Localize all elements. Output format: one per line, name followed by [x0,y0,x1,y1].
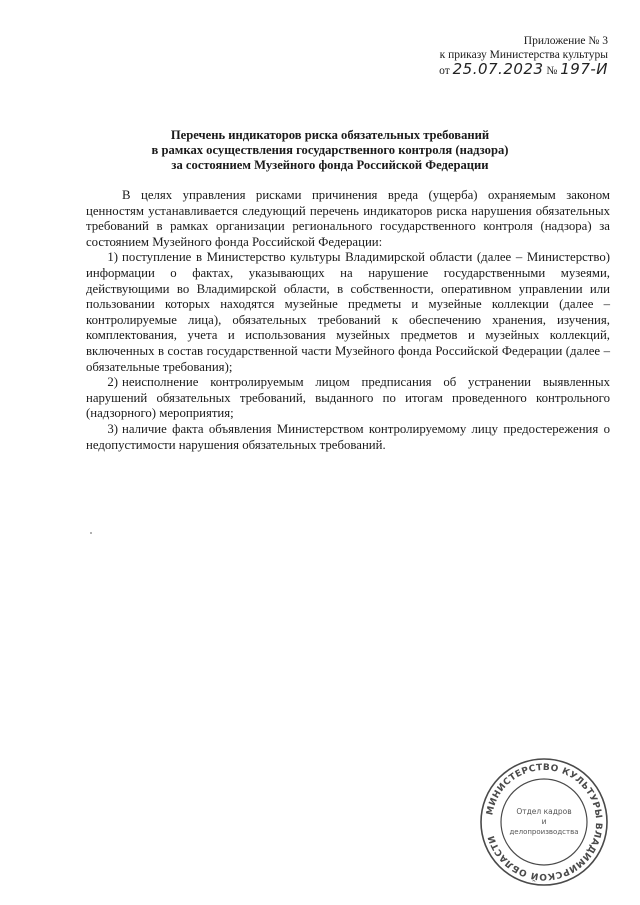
order-number: 197-И [560,60,608,78]
date-prefix: от [439,65,450,77]
stamp-center-line-3: делопроизводства [509,828,579,836]
stamp-center-line-2: и [541,817,547,826]
list-item-number: 1) [107,250,118,265]
order-date: 25.07.2023 [452,60,544,78]
scan-speck [90,532,92,534]
stamp-center-line-1: Отдел кадров [516,807,572,816]
list-item-2 [86,375,610,422]
appendix-title: Приложение № 3 [523,35,608,47]
title-line-3: за состоянием Музейного фонда Российской Федерации [171,158,489,172]
title-line-2: в рамках осуществления государственного контроля (надзора) [151,143,509,157]
list-item-text: поступление в Министерство культуры Владимирской области (далее – Министерство) информации о фактах, указывающих на нарушение государственными музеями, действующими во Владимирской области, в собственности, оперативном управлении или пользовании которых находятся музейные предметы и музейные коллекции (далее – контролируемые лица), обязательных требований к обеспечению хранения, изучения, комплектования, учета и использования музейных предметов и музейных коллекций, включенных в состав государственной части Музейного фонда Российской Федерации (далее – обязательные требования); [86,250,610,374]
stamp-ring-text: МИНИСТЕРСТВО КУЛЬТУРЫ ВЛАДИМИРСКОЙ ОБЛАСТИ [485,762,604,882]
order-date-row [439,62,608,78]
list-item-number: 2) [107,375,118,390]
document-title [60,128,600,173]
official-stamp [478,756,610,888]
list-item-number: 3) [107,421,118,436]
list-item-3 [86,422,610,453]
intro-paragraph: В целях управления рисками причинения вреда (ущерба) охраняемым законом ценностям устанавливается следующий перечень индикаторов риска нарушения обязательных требований в рамках организации регионального государственного контроля (надзора) за состоянием Музейного фонда Российской Федерации: [86,188,610,249]
list-item-text: неисполнение контролируемым лицом предписания об устранении выявленных нарушений обязательных требований, выданного по итогам проведенного контрольного (надзорного) мероприятия; [86,375,610,421]
appendix-header [439,34,608,78]
appendix-order-reference: к приказу Министерства культуры [439,49,608,61]
document-body [86,188,610,453]
list-item-text: наличие факта объявления Министерством контролируемому лицу предостережения о недопустимости нарушения обязательных требований. [86,421,610,452]
title-line-1: Перечень индикаторов риска обязательных требований [170,128,490,142]
number-prefix: № [546,65,558,77]
list-item-1 [86,250,610,375]
